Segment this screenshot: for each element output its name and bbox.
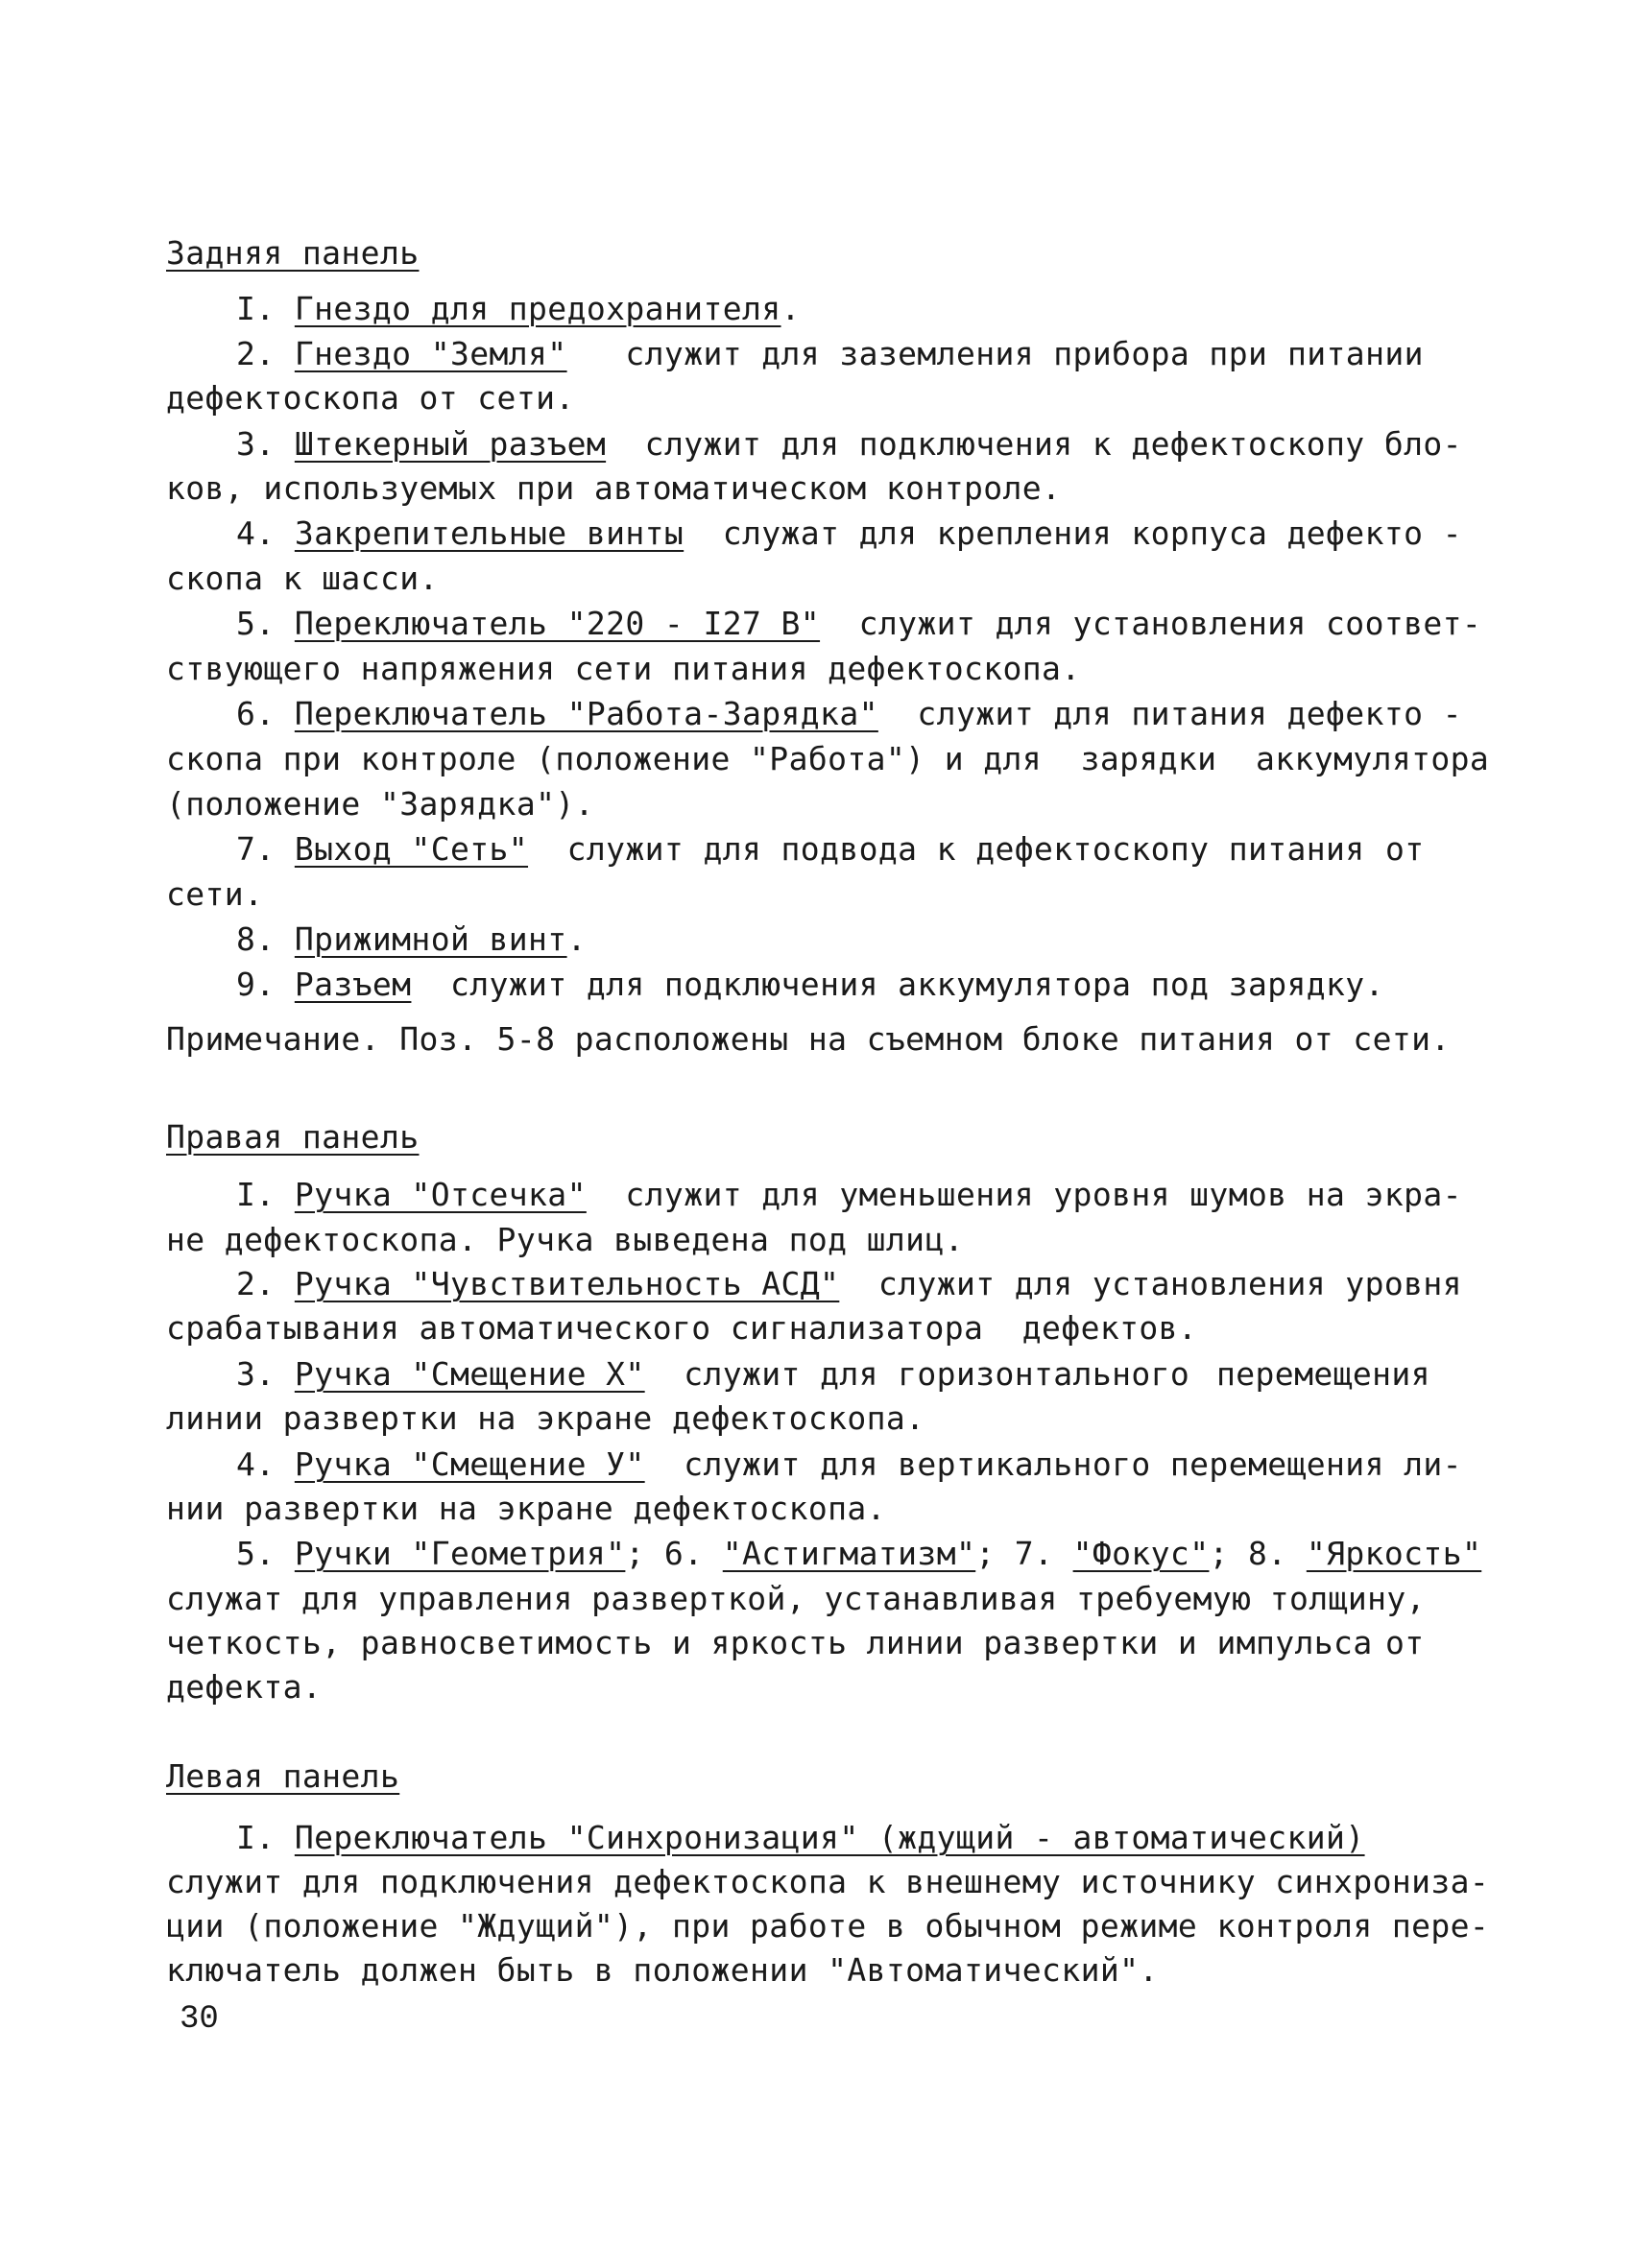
rear-item-1: I. Гнездо для предохранителя. [236,290,801,327]
right-item-5: 5. Ручки "Геометрия"; 6. "Астигматизм"; 7. "Фокус"; 8. "Яркость" [236,1535,1482,1572]
right-item-4-cont: нии развертки на экране дефектоскопа. [166,1490,886,1527]
left-item-1-cont-2: ции (положение "Ждущий"), при работе в обычном режиме контроля пере- [166,1907,1490,1945]
right-item-5-cont-1: служат для управления разверткой, устанавливая требуемую толщину, [166,1580,1426,1617]
rear-item-9: 9. Разъем служит для подключения аккумулятора под зарядку. [236,966,1384,1003]
rear-item-7-end: от [1385,830,1425,868]
right-item-5-cont-2-end: от [1385,1624,1425,1661]
right-item-2-cont: срабатывания автоматического сигнализатора дефектов. [166,1309,1198,1347]
rear-item-7-cont: сети. [166,875,264,913]
left-item-1-cont-1: служит для подключения дефектоскопа к внешнему источнику синхрониза- [166,1863,1490,1900]
rear-item-6-cont-2: (положение "Зарядка"). [166,785,594,823]
right-item-4: 4. Ручка "Смещение У" служит для вертикального перемещения ли- [236,1445,1462,1483]
left-panel-heading: Левая панель [166,1757,400,1795]
left-item-1: I. Переключатель "Синхронизация" (ждущий - автоматический) [236,1819,1365,1856]
right-item-5-cont-3: дефекта. [166,1668,323,1706]
rear-item-2: 2. Гнездо "Земля" служит для заземления прибора при [236,335,1268,372]
right-item-1: I. Ручка "Отсечка" служит для уменьшения уровня шумов на экра- [236,1176,1462,1213]
rear-item-4: 4. Закрепительные винты служат для крепления корпуса дефекто - [236,514,1462,552]
rear-panel-note: Примечание. Поз. 5-8 расположены на съемном блоке питания от сети. [166,1020,1451,1058]
right-item-3-cont: линии развертки на экране дефектоскопа. [166,1399,925,1437]
rear-item-6-cont-1: скопа при контроле (положение "Работа") и для зарядки аккумулятора [166,740,1490,777]
right-item-5-cont-2: четкость, равносветимость и яркость линии развертки и импульса [166,1624,1373,1661]
right-item-3: 3. Ручка "Смещение Х" служит для горизонтального [236,1355,1190,1393]
rear-item-7: 7. Выход "Сеть" служит для подвода к дефектоскопу питания [236,830,1365,868]
rear-item-2-cont: дефектоскопа от сети. [166,379,575,417]
rear-panel-heading: Задняя панель [166,234,420,272]
rear-item-8: 8. Прижимной винт. [236,920,587,958]
rear-item-3-cont: ков, используемых при автоматическом контроле. [166,469,1062,507]
rear-item-2-end: питании [1287,335,1424,372]
left-item-1-cont-3: ключатель должен быть в положении "Автоматический". [166,1951,1159,1989]
rear-item-5-cont: ствующего напряжения сети питания дефектоскопа. [166,650,1081,687]
rear-item-6: 6. Переключатель "Работа-Зарядка" служит для питания дефекто - [236,695,1462,732]
right-item-3-end: перемещения [1216,1355,1430,1393]
right-item-2: 2. Ручка "Чувствительность АСД" служит для установления уровня [236,1265,1462,1302]
rear-item-5: 5. Переключатель "220 - I27 В" служит для установления соответ- [236,605,1482,642]
page-number: 30 [180,2001,219,2038]
rear-item-3: 3. Штекерный разъем служит для подключения к дефектоскопу бло- [236,425,1462,463]
right-panel-heading: Правая панель [166,1118,420,1156]
rear-item-4-cont: скопа к шасси. [166,560,439,597]
right-item-1-cont: не дефектоскопа. Ручка выведена под шлиц. [166,1221,964,1258]
